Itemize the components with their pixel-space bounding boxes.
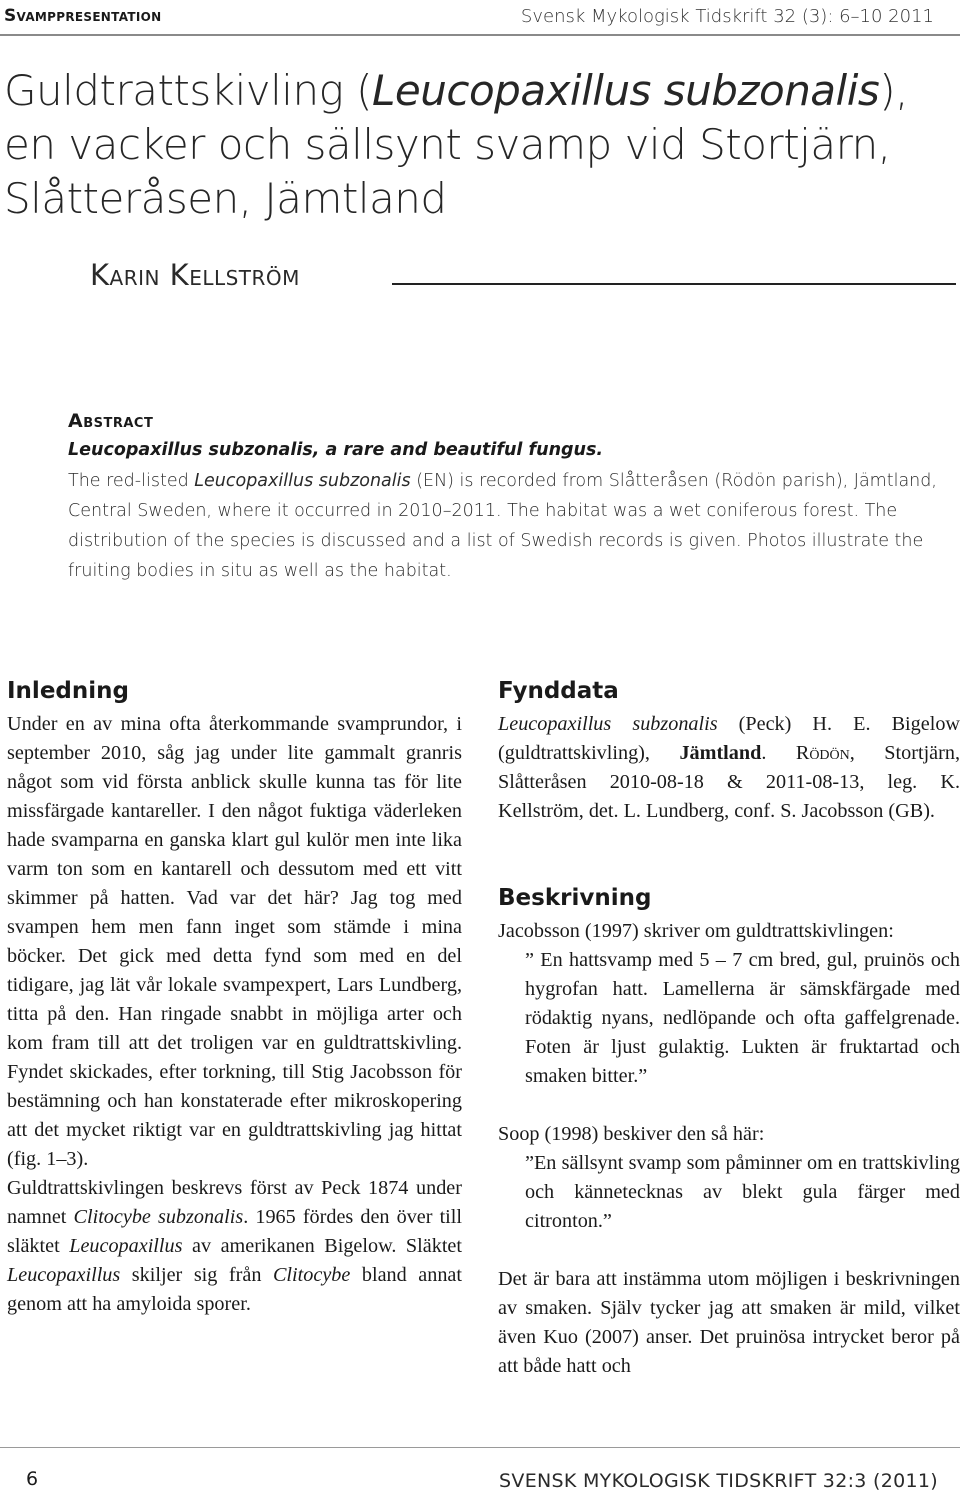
inledning-paragraph-2: Guldtrattskivlingen beskrevs först av Peck 1874 under namnet Clitocybe subzonalis. 1965 fördes den över till släktet Leucopaxillus av amerikanen Bigelow. Släktet Leucopaxillus skiljer sig från Clitocybe bland annat genom att ha amyloida sporer. (7, 1177, 463, 1315)
author-name: Karin Kellström (90, 258, 300, 292)
inledning-heading: Inledning (7, 678, 129, 704)
author-divider (392, 283, 956, 285)
beskrivning-section (498, 885, 960, 1381)
fynddata-heading: Fynddata (498, 678, 619, 704)
footer-divider (0, 1447, 960, 1448)
abstract-latin-name: Leucopaxillus subzonalis (194, 471, 411, 491)
section-label: Svamppresentation (4, 6, 162, 26)
beskrivning-paragraph: Det är bara att instämma utom möjligen i beskrivningen av smaken. Själv tycker jag att smaken är mild, vilket även Kuo (2007) anser. Det pruinösa intrycket beror på att både hatt och (498, 1268, 960, 1377)
article-title (4, 64, 944, 226)
header-divider (0, 34, 960, 36)
page-number: 6 (26, 1468, 39, 1490)
inledning-section (7, 678, 462, 1319)
fynddata-section (498, 678, 960, 826)
abstract-heading: Abstract (68, 410, 154, 432)
inledning-paragraph-1: Under en av mina ofta återkommande svamprundor, i september 2010, såg jag under lite gammalt granris något som vid första anblick skulle kunna tas för lite missfärgade kantareller. I den något fuktiga väderleken hade svamparna en ganska klart gul kulör men inte lika varm ton som en kantarell och dessutom med ett vitt skimmer på hatten. Vad var det här? Jag tog med svampen hem men fann inget som stämde i mina böcker. Det gick med detta fynd som med en del tidigare, jag lät vår lokale svampexpert, Lars Lundberg, titta på den. Han ringade snabbt in möjliga arter och kom fram till att det troligen var en guldtrattskivling. Fyndet skickades, efter torkning, till Stig Jacobsson för bestämning och han konstaterade efter mikroskopering att det mycket riktigt var en guldtrattskivling jag hittat (fig. 1–3). (7, 713, 462, 1170)
title-line-3: Slåtteråsen, Jämtland (4, 174, 447, 223)
beskrivning-intro-2: Soop (1998) beskiver den så här: (498, 1123, 765, 1145)
journal-reference: Svensk Mykologisk Tidskrift 32 (3): 6–10 2011 (520, 6, 934, 27)
beskrivning-intro-1: Jacobsson (1997) skriver om guldtrattskivlingen: (498, 920, 894, 942)
abstract-body: The red-listed Leucopaxillus subzonalis (EN) is recorded from Slåtteråsen (Rödön parish), Jämtland, Central Sweden, where it occurred in 2010–2011. The habitat was a wet coniferous forest. The distribution of the species is discussed and a list of Swedish records is given. Photos illustrate the fruiting bodies in situ as well as the habitat. (68, 471, 937, 581)
title-latin-name: Leucopaxillus subzonalis (372, 66, 880, 115)
quote-soop: ”En sällsynt svamp som påminner om en trattskivling och kännetecknas av blekt gula färger med citronton.” (525, 1152, 960, 1232)
footer-journal-title: SVENSK MYKOLOGISK TIDSKRIFT 32:3 (2011) (499, 1470, 938, 1492)
title-line-1: Guldtrattskivling (Leucopaxillus subzonalis), (4, 66, 909, 115)
abstract-subtitle: Leucopaxillus subzonalis, a rare and beautiful fungus. (68, 440, 604, 460)
fynddata-text: Leucopaxillus subzonalis (Peck) H. E. Bigelow (guldtrattskivling), Jämtland. Rödön, Stortjärn, Slåtteråsen 2010-08-18 & 2011-08-13, leg. K. Kellström, det. L. Lundberg, conf. S. Jacobsson (GB). (498, 713, 960, 822)
quote-jacobsson: ” En hattsvamp med 5 – 7 cm bred, gul, pruinös och hygrofan hatt. Lamellerna är sämskfärgade med rödaktig nyans, nedlöpande och ofta gaffelgrenade. Foten är ljust gulaktig. Lukten är fruktartad och smaken bitter.” (525, 949, 960, 1087)
title-line-2: en vacker och sällsynt svamp vid Stortjärn, (4, 120, 891, 169)
beskrivning-heading: Beskrivning (498, 885, 652, 911)
